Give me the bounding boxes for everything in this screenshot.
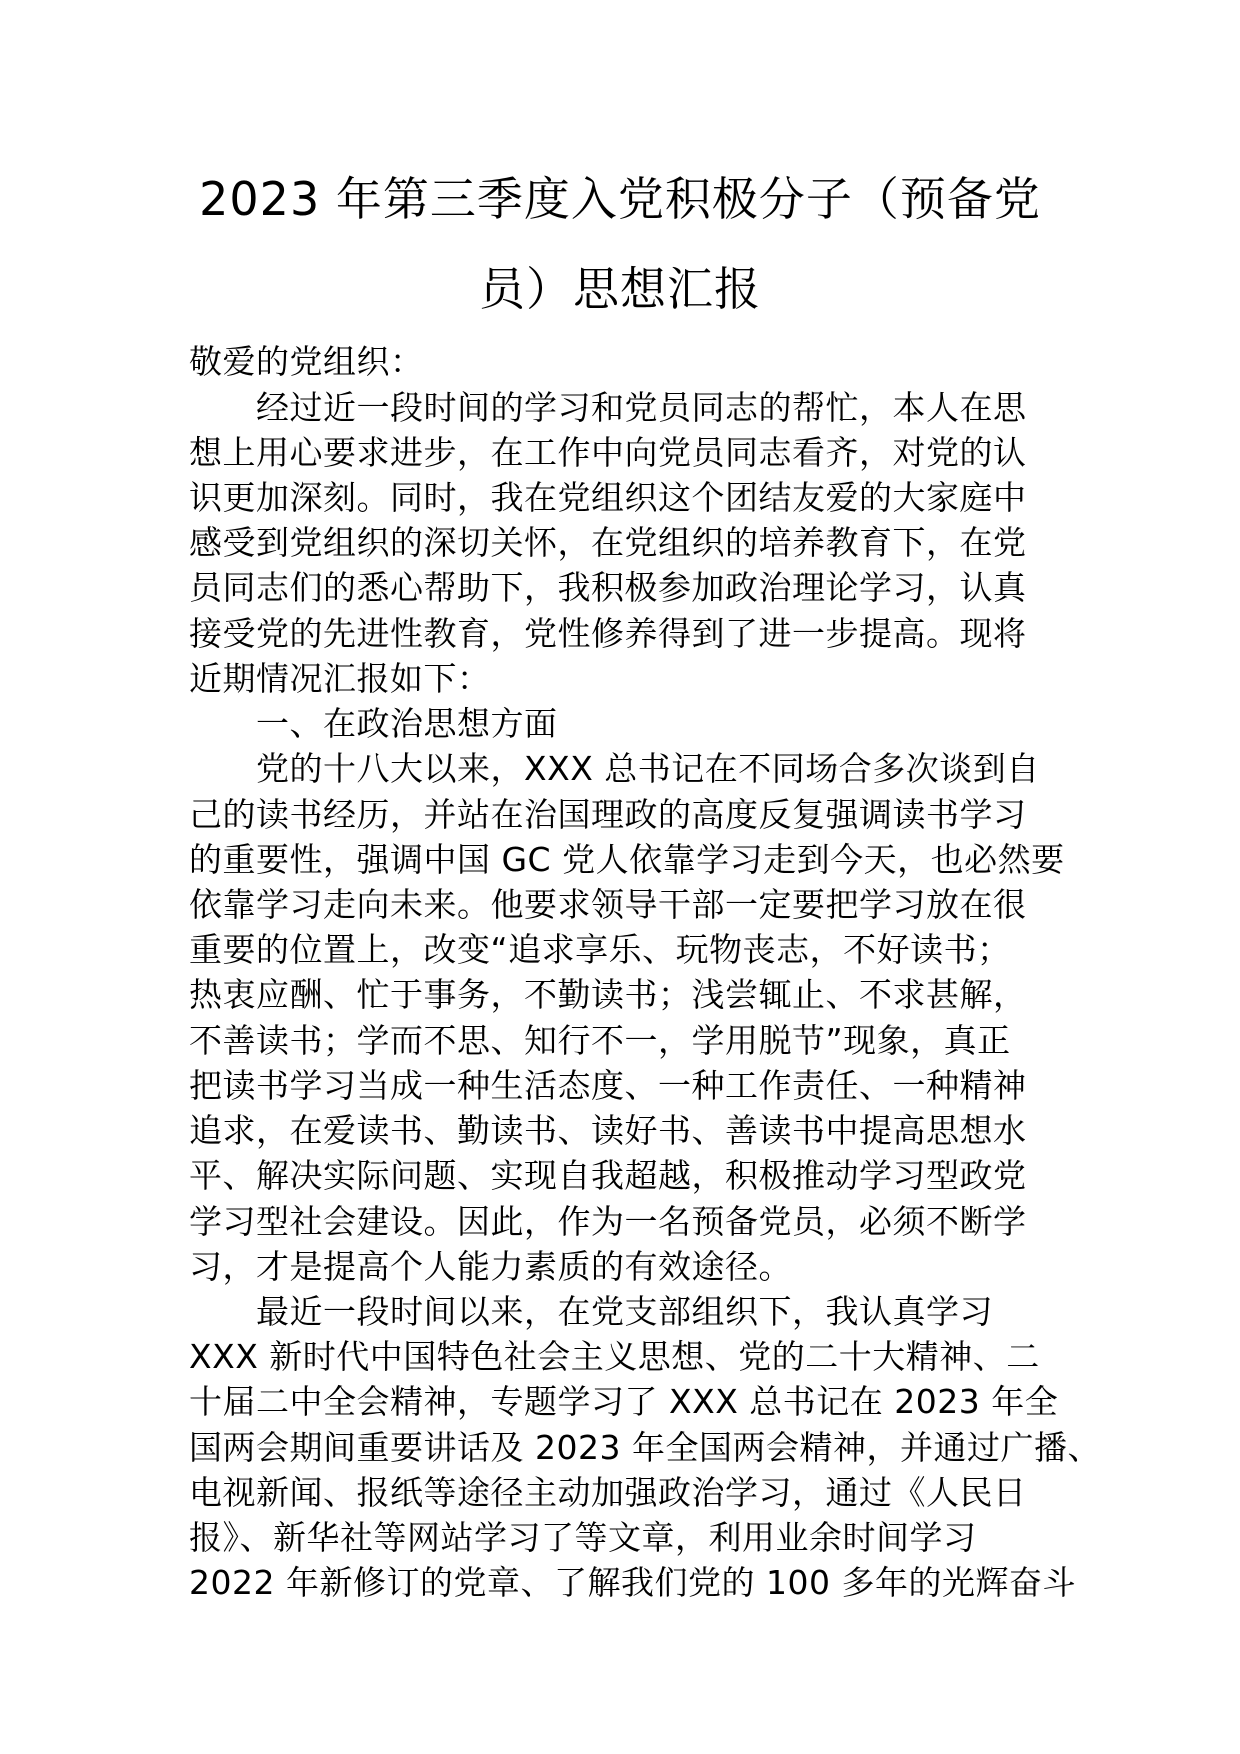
- body-line: 识更加深刻。同时，我在党组织这个团结友爱的大家庭中: [189, 478, 1027, 517]
- body-line: 依靠学习走向未来。他要求领导干部一定要把学习放在很: [189, 885, 1027, 924]
- body-line: 经过近一段时间的学习和党员同志的帮忙，本人在思: [189, 388, 1027, 427]
- body-line: 重要的位置上，改变“追求享乐、玩物丧志，不好读书；: [189, 930, 1011, 969]
- body-line: 接受党的先进性教育，党性修养得到了进一步提高。现将: [189, 614, 1027, 653]
- body-line: 近期情况汇报如下：: [189, 659, 491, 698]
- section-heading: 一、在政治思想方面: [189, 704, 558, 743]
- body-line: 习，才是提高个人能力素质的有效途径。: [189, 1247, 792, 1286]
- body-line: 追求，在爱读书、勤读书、读好书、善读书中提高思想水: [189, 1111, 1027, 1150]
- document-title-line-2: 员）思想汇报: [479, 262, 761, 316]
- body-line: 把读书学习当成一种生活态度、一种工作责任、一种精神: [189, 1066, 1027, 1105]
- body-line: 学习型社会建设。因此，作为一名预备党员，必须不断学: [189, 1202, 1027, 1241]
- body-line: 最近一段时间以来，在党支部组织下，我认真学习: [189, 1292, 993, 1331]
- body-line: 不善读书；学而不思、知行不一，学用脱节”现象，真正: [189, 1021, 1011, 1060]
- body-line: 电视新闻、报纸等途径主动加强政治学习，通过《人民日: [189, 1473, 1027, 1512]
- body-line: 感受到党组织的深切关怀，在党组织的培养教育下，在党: [189, 523, 1027, 562]
- body-line: 报》、新华社等网站学习了等文章，利用业余时间学习: [189, 1518, 977, 1557]
- body-line: 党的十八大以来，XXX 总书记在不同场合多次谈到自: [189, 749, 1040, 788]
- salutation: 敬爱的党组织：: [189, 342, 424, 381]
- body-line: 想上用心要求进步，在工作中向党员同志看齐，对党的认: [189, 433, 1027, 472]
- body-line: 十届二中全会精神，专题学习了 XXX 总书记在 2023 年全: [189, 1382, 1059, 1421]
- document-title-line-1: 2023 年第三季度入党积极分子（预备党: [199, 172, 1041, 226]
- body-line: 国两会期间重要讲话及 2023 年全国两会精神，并通过广播、: [189, 1428, 1101, 1467]
- body-line: 员同志们的悉心帮助下，我积极参加政治理论学习，认真: [189, 568, 1027, 607]
- body-line: 热衷应酬、忙于事务，不勤读书；浅尝辄止、不求甚解，: [189, 975, 1027, 1014]
- body-line: 平、解决实际问题、实现自我超越，积极推动学习型政党: [189, 1156, 1027, 1195]
- body-line: XXX 新时代中国特色社会主义思想、党的二十大精神、二: [189, 1337, 1040, 1376]
- body-line: 己的读书经历，并站在治国理政的高度反复强调读书学习: [189, 795, 1027, 834]
- body-line: 2022 年新修订的党章、了解我们党的 100 多年的光辉奋斗: [189, 1563, 1076, 1602]
- body-line: 的重要性，强调中国 GC 党人依靠学习走到今天，也必然要: [189, 840, 1065, 879]
